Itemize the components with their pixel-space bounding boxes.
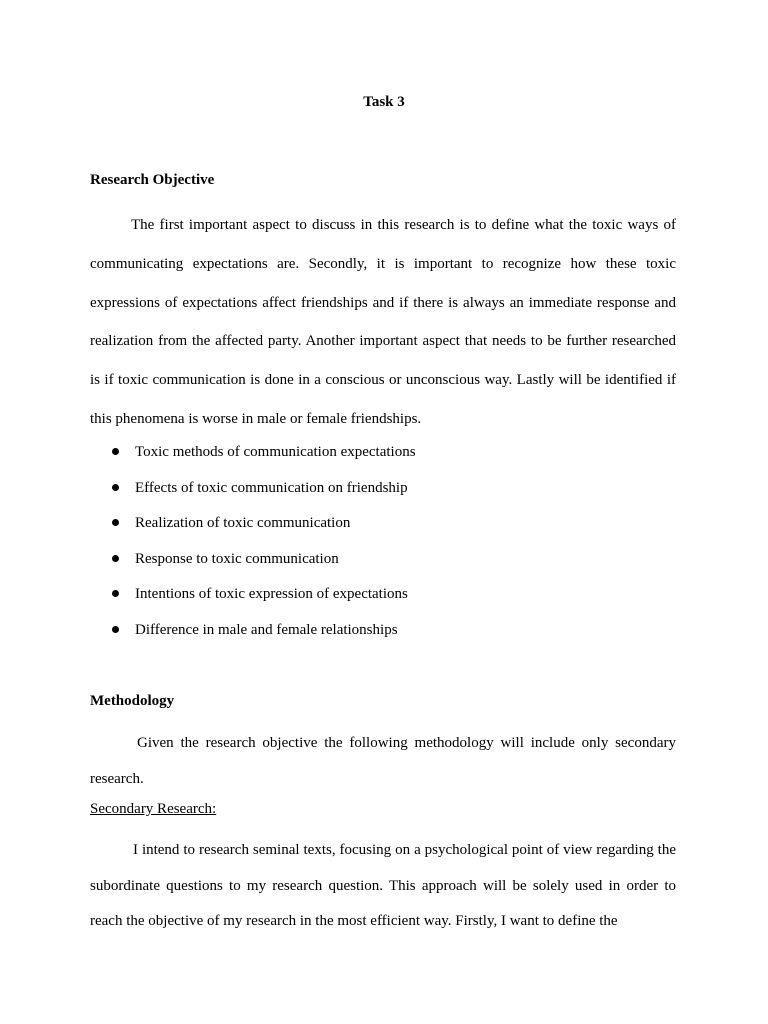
research-objective-paragraph: The first important aspect to discuss in this research is to define what the toxic ways of communicating expectations are. Secondly, it is important to recognize how these toxic expressions of expectations affect friendships and if there is always an immediate response and realization from the affected party. Another important aspect that needs to be further researched is if toxic communication is done in a conscious or unconscious way. Lastly will be identified if this phenomena is worse in male or female friendships.	[90, 217, 676, 427]
list-item	[90, 439, 676, 475]
list-item	[90, 617, 676, 653]
bullet-text: Toxic methods of communication expectations	[135, 444, 416, 460]
bullet-text: Difference in male and female relationships	[135, 621, 398, 638]
list-item	[90, 510, 676, 546]
list-item	[90, 475, 676, 511]
bullet-icon	[112, 590, 119, 597]
list-item	[90, 581, 676, 617]
secondary-research-subheading: Secondary Research:	[90, 801, 217, 817]
bullet-text: Response to toxic communication	[135, 550, 339, 567]
bullet-icon	[112, 626, 119, 633]
objective-bullet-list	[90, 439, 676, 653]
bullet-icon	[112, 555, 119, 562]
secondary-research-paragraph: I intend to research seminal texts, focusing on a psychological point of view regarding the subordinate questions to my research question. This approach will be solely used in order to reach the objective of my research in the most efficient way. Firstly, I want to define the	[90, 842, 676, 929]
bullet-text: Realization of toxic communication	[135, 515, 351, 532]
research-objective-heading: Research Objective	[90, 172, 215, 188]
methodology-heading: Methodology	[90, 693, 175, 709]
document-title: Task 3	[363, 94, 405, 110]
list-item	[90, 546, 676, 582]
bullet-icon	[112, 448, 119, 455]
bullet-text: Intentions of toxic expression of expectations	[135, 586, 408, 603]
bullet-icon	[112, 484, 119, 491]
bullet-text: Effects of toxic communication on friendship	[135, 479, 408, 496]
methodology-paragraph: Given the research objective the following methodology will include only secondary research.	[90, 735, 676, 787]
bullet-icon	[112, 519, 119, 526]
